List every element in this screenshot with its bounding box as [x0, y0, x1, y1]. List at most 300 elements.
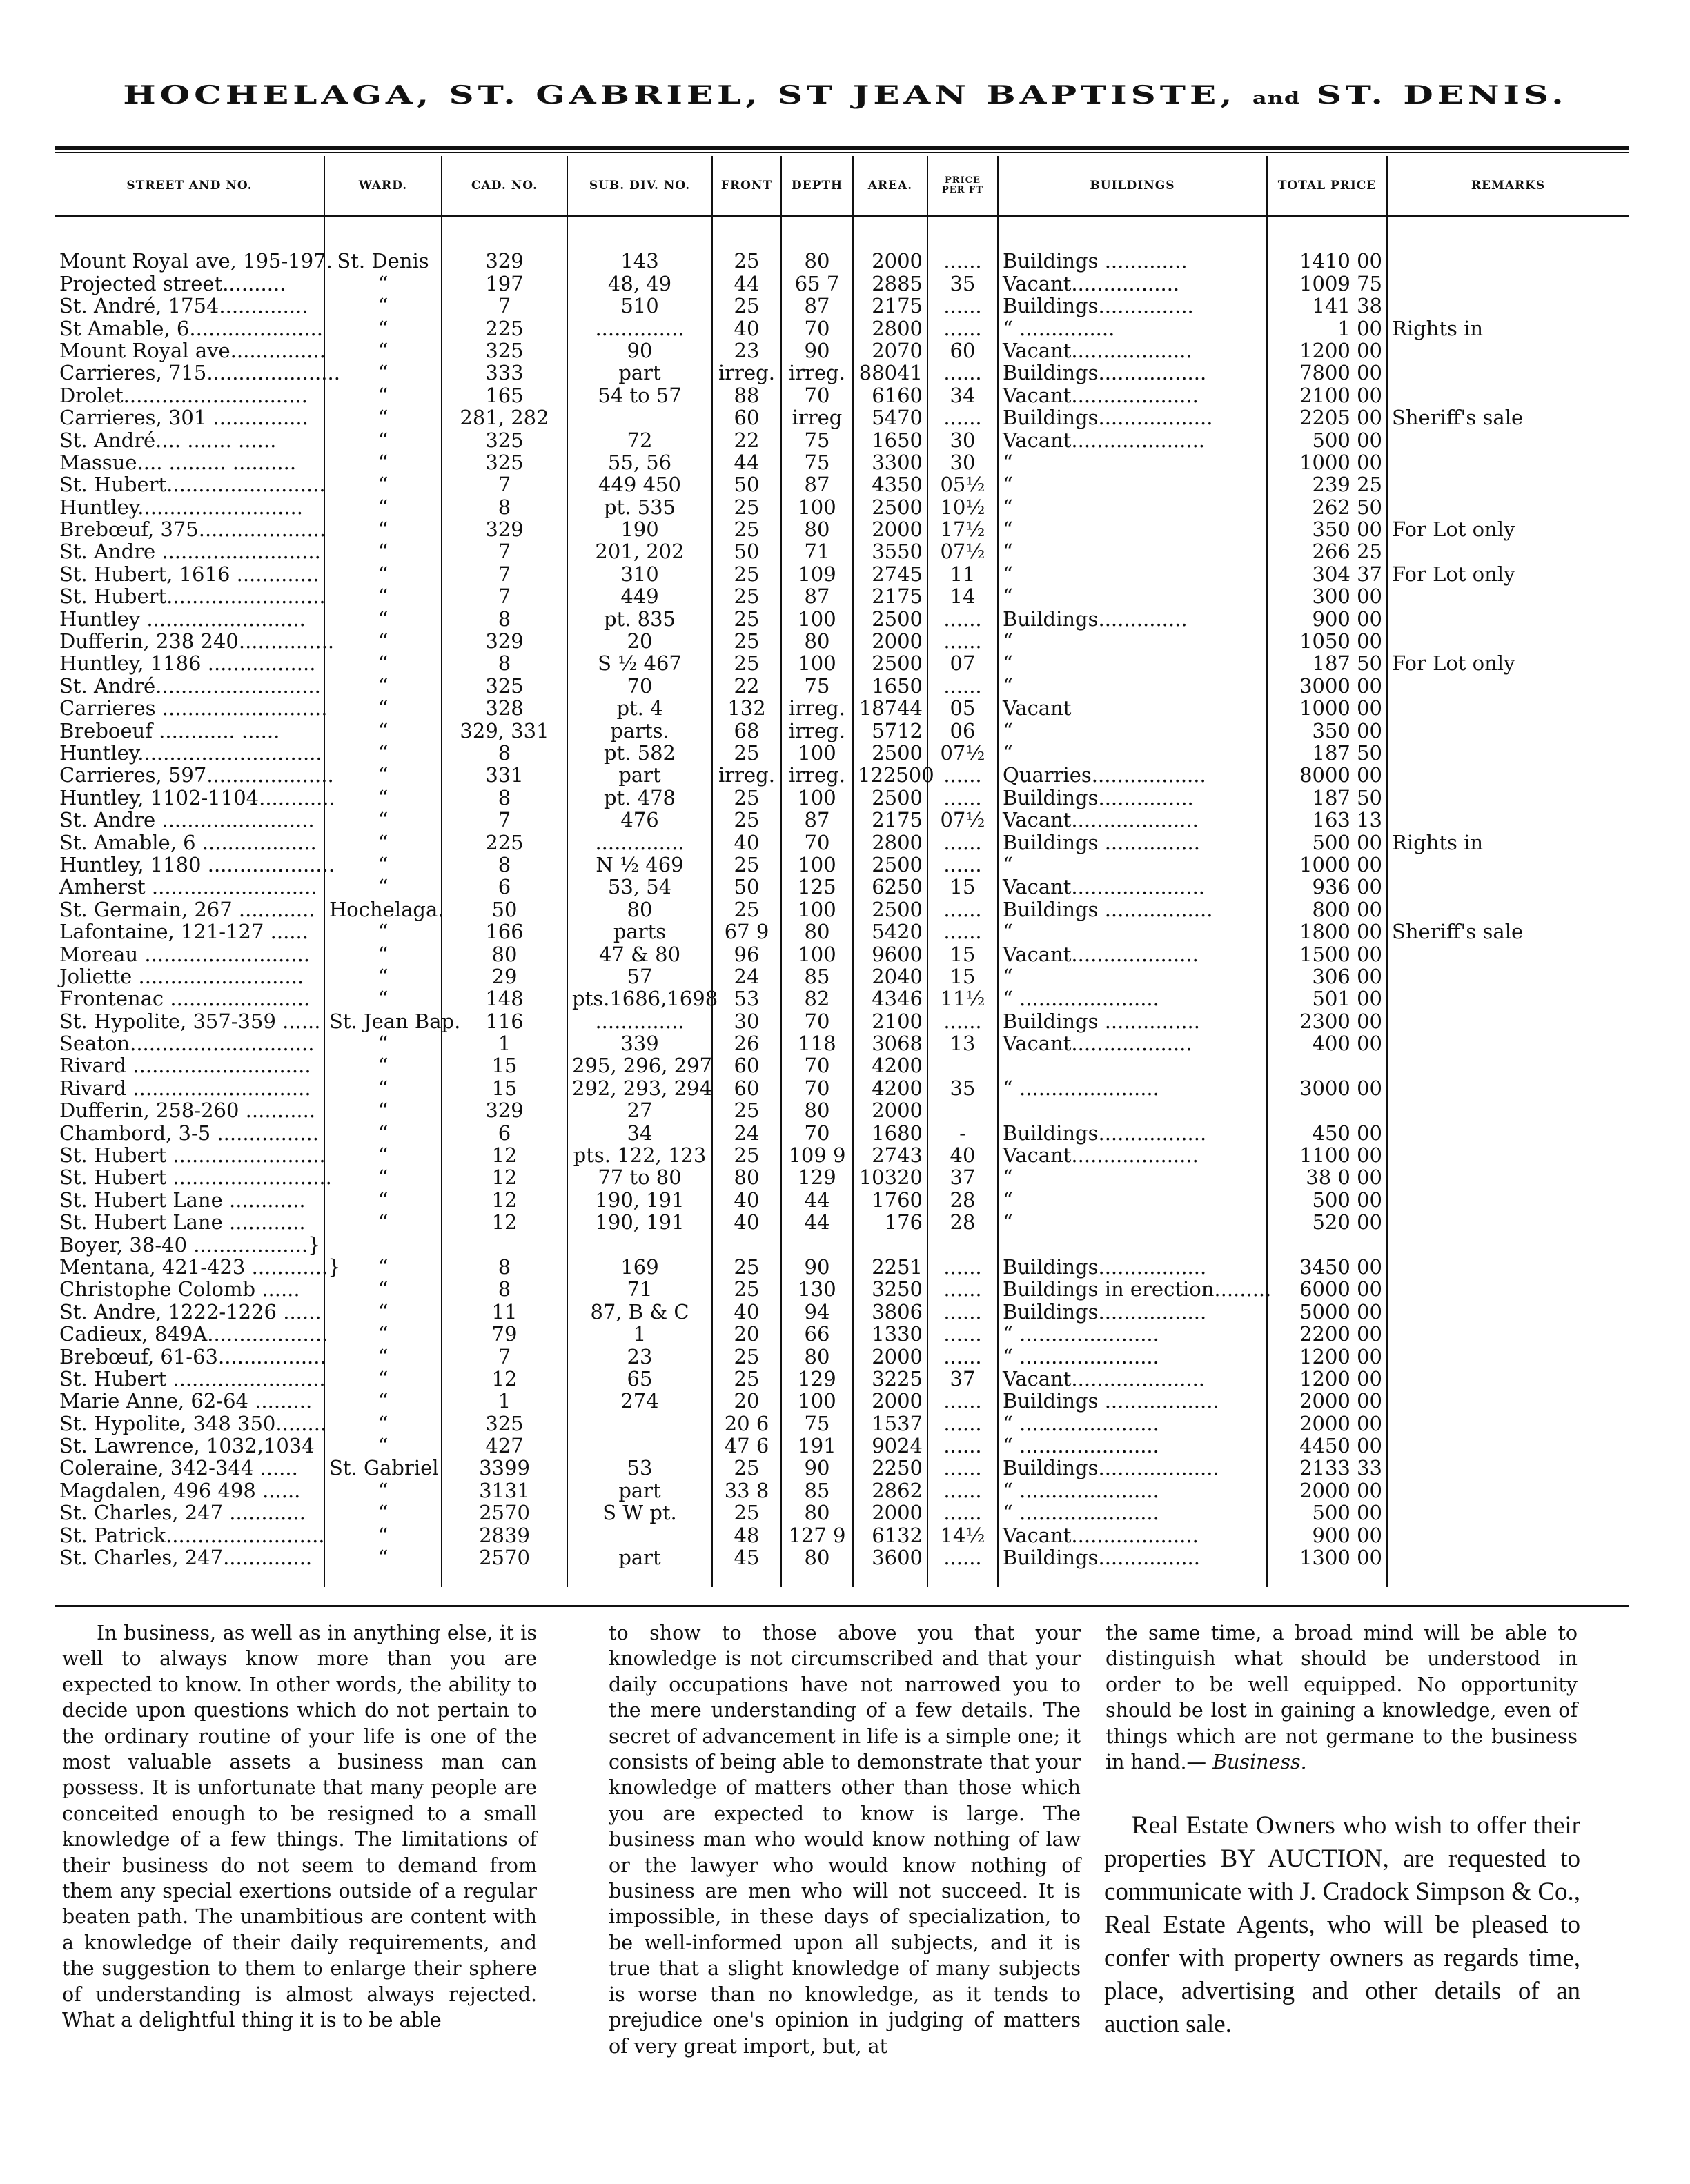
cell-price: ......	[927, 1411, 998, 1433]
cell-street: St. Andre ........................	[55, 808, 324, 830]
cell-depth: 109	[781, 562, 853, 584]
header-ward: WARD.	[324, 156, 442, 217]
cell-street: Brebœuf, 61-63.................	[55, 1344, 324, 1366]
cell-depth: 80	[781, 629, 853, 651]
cell-cad: 1	[442, 1389, 567, 1411]
table-row	[55, 1032, 1629, 1054]
cell-buildings: “ ......................	[998, 1501, 1267, 1523]
cell-cad: 325	[442, 428, 567, 450]
cell-price: ......	[927, 853, 998, 875]
cell-cad: 15	[442, 1076, 567, 1098]
cell-depth: 80	[781, 1546, 853, 1587]
cell-ward: “	[324, 718, 442, 740]
cell-ward: “	[324, 1143, 442, 1165]
cell-cad: 12	[442, 1165, 567, 1188]
cell-subdiv: 510	[567, 294, 712, 316]
cell-buildings: “	[998, 673, 1267, 696]
cell-buildings: “	[998, 1165, 1267, 1188]
header-cad: CAD. NO.	[442, 156, 567, 217]
cell-price: 35	[927, 1076, 998, 1098]
cell-cad: 329, 331	[442, 718, 567, 740]
cell-cad: 7	[442, 584, 567, 607]
cell-price: 60	[927, 339, 998, 361]
cell-price: 28	[927, 1188, 998, 1210]
cell-total: 500 00	[1267, 830, 1387, 852]
cell-depth: 100	[781, 942, 853, 964]
cell-total	[1267, 1054, 1387, 1076]
cell-remarks	[1387, 785, 1629, 807]
cell-street: Huntley.............................	[55, 741, 324, 763]
cell-area: 1650	[853, 428, 927, 450]
cell-subdiv: parts.	[567, 718, 712, 740]
cell-cad: 225	[442, 830, 567, 852]
cell-subdiv	[567, 1411, 712, 1433]
cell-total: 163 13	[1267, 808, 1387, 830]
cell-cad: 329	[442, 249, 567, 271]
cell-price: ......	[927, 249, 998, 271]
cell-remarks	[1387, 1478, 1629, 1500]
cell-subdiv: part	[567, 763, 712, 785]
cell-buildings: “	[998, 518, 1267, 540]
cell-front: 20	[712, 1322, 781, 1344]
cell-street: St. Hubert.........................	[55, 584, 324, 607]
cell-buildings: Buildings..................	[998, 406, 1267, 428]
cell-buildings: Vacant....................	[998, 942, 1267, 964]
table-row	[55, 763, 1629, 785]
cell-total: 304 37	[1267, 562, 1387, 584]
cell-front: 48	[712, 1523, 781, 1545]
article-text-3-body: the same time, a broad mind will be able to distinguish what should be understood in order to be well equipped. No opportunity should be lost in gaining a knowledge, even of things which are not germane to the business in hand.—	[1106, 1622, 1578, 1774]
cell-remarks	[1387, 629, 1629, 651]
cell-front: 96	[712, 942, 781, 964]
cell-total: 3450 00	[1267, 1255, 1387, 1277]
cell-area: 2885	[853, 271, 927, 293]
cell-area: 2500	[853, 853, 927, 875]
cell-total: 2000 00	[1267, 1411, 1387, 1433]
cell-remarks	[1387, 383, 1629, 405]
cell-price: 07½	[927, 741, 998, 763]
cell-cad: 148	[442, 987, 567, 1009]
cell-front: 47 6	[712, 1434, 781, 1456]
cell-cad: 197	[442, 271, 567, 293]
cell-street: Marie Anne, 62-64 .........	[55, 1389, 324, 1411]
cell-front: 40	[712, 1210, 781, 1232]
table-row	[55, 1232, 1629, 1255]
cell-subdiv: pt. 478	[567, 785, 712, 807]
table-row	[55, 1255, 1629, 1277]
cell-depth: 75	[781, 428, 853, 450]
cell-remarks	[1387, 1434, 1629, 1456]
cell-remarks	[1387, 428, 1629, 450]
cell-remarks	[1387, 540, 1629, 562]
cell-area: 2040	[853, 965, 927, 987]
cell-ward: “	[324, 1255, 442, 1277]
article-column-2	[609, 1620, 1081, 2059]
cell-depth: 100	[781, 495, 853, 517]
cell-street: Christophe Colomb ......	[55, 1277, 324, 1299]
cell-price: 15	[927, 875, 998, 897]
cell-total: 5000 00	[1267, 1299, 1387, 1321]
cell-street: St. André.... ....... ......	[55, 428, 324, 450]
cell-total: 4450 00	[1267, 1434, 1387, 1456]
cell-cad: 80	[442, 942, 567, 964]
cell-cad: 329	[442, 1099, 567, 1121]
cell-depth: 100	[781, 651, 853, 673]
table-row	[55, 1434, 1629, 1456]
cell-ward: “	[324, 473, 442, 495]
cell-price	[927, 1099, 998, 1121]
cell-area: 2800	[853, 830, 927, 852]
cell-cad: 8	[442, 607, 567, 629]
cell-cad: 7	[442, 294, 567, 316]
cell-street: St. Charles, 247 ............	[55, 1501, 324, 1523]
cell-ward: “	[324, 428, 442, 450]
cell-buildings: Quarries..................	[998, 763, 1267, 785]
cell-depth: 87	[781, 294, 853, 316]
cell-ward: “	[324, 1478, 442, 1500]
header-price-bottom: PER FT	[942, 185, 983, 195]
header-price	[927, 156, 998, 217]
cell-price: 07½	[927, 540, 998, 562]
cell-street: St. Lawrence, 1032,1034	[55, 1434, 324, 1456]
cell-depth: irreg.	[781, 361, 853, 383]
cell-street: Huntley, 1186 .................	[55, 651, 324, 673]
cell-total: 187 50	[1267, 651, 1387, 673]
header-remarks: REMARKS	[1387, 156, 1629, 217]
cell-depth: 100	[781, 1389, 853, 1411]
cell-total	[1267, 1099, 1387, 1121]
cell-area: 3806	[853, 1299, 927, 1321]
cell-area: 1537	[853, 1411, 927, 1433]
cell-ward: “	[324, 785, 442, 807]
cell-remarks: For Lot only	[1392, 651, 1515, 676]
cell-subdiv: 34	[567, 1121, 712, 1143]
table-row	[55, 518, 1629, 540]
cell-subdiv: pts.1686,1698	[567, 987, 712, 1009]
cell-depth: 127 9	[781, 1523, 853, 1545]
cell-buildings: Buildings ..................	[998, 1389, 1267, 1411]
cell-area	[853, 1232, 927, 1255]
cell-front: 25	[712, 897, 781, 919]
cell-ward: “	[324, 1165, 442, 1188]
cell-ward: “	[324, 495, 442, 517]
cell-depth: 80	[781, 1501, 853, 1523]
cell-buildings: Buildings...............	[998, 785, 1267, 807]
table-row	[55, 1099, 1629, 1121]
cell-price: ......	[927, 361, 998, 383]
cell-street: Boyer, 38-40 ..................}	[55, 1232, 324, 1255]
table-row	[55, 1501, 1629, 1523]
cell-buildings: Buildings...................	[998, 1456, 1267, 1478]
cell-remarks	[1387, 1456, 1629, 1478]
cell-ward: “	[324, 920, 442, 942]
table-row	[55, 1009, 1629, 1031]
cell-buildings: Buildings...............	[998, 294, 1267, 316]
cell-buildings: “	[998, 451, 1267, 473]
cell-subdiv: 87, B & C	[567, 1299, 712, 1321]
cell-total: 1800 00	[1267, 920, 1387, 942]
cell-price: ......	[927, 316, 998, 338]
cell-front: 23	[712, 339, 781, 361]
cell-front: 132	[712, 696, 781, 718]
cell-subdiv: ..............	[567, 316, 712, 338]
cell-buildings: “	[998, 629, 1267, 651]
cell-street: Moreau ..........................	[55, 942, 324, 964]
cell-price: ......	[927, 897, 998, 919]
cell-buildings	[998, 1232, 1267, 1255]
cell-ward: “	[324, 607, 442, 629]
cell-total: 1200 00	[1267, 1367, 1387, 1389]
cell-cad: 3399	[442, 1456, 567, 1478]
cell-total: 3000 00	[1267, 673, 1387, 696]
table-row	[55, 428, 1629, 450]
cell-total: 500 00	[1267, 1501, 1387, 1523]
cell-price: -	[927, 1121, 998, 1143]
cell-remarks	[1387, 451, 1629, 473]
cell-front: 40	[712, 1188, 781, 1210]
cell-total: 900 00	[1267, 607, 1387, 629]
cell-front: 50	[712, 473, 781, 495]
cell-buildings: Buildings ...............	[998, 1009, 1267, 1031]
cell-street: Lafontaine, 121-127 ......	[55, 920, 324, 942]
cell-street: Huntley .........................	[55, 607, 324, 629]
cell-depth: 80	[781, 518, 853, 540]
cell-cad: 427	[442, 1434, 567, 1456]
cell-price: ......	[927, 1501, 998, 1523]
article-text-3	[1106, 1620, 1578, 1775]
cell-area: 4350	[853, 473, 927, 495]
cell-front: irreg.	[712, 763, 781, 785]
cell-area: 2500	[853, 785, 927, 807]
cell-street: St. Amable, 6 ..................	[55, 830, 324, 852]
cell-depth: 87	[781, 808, 853, 830]
cell-buildings: “ ...............	[998, 316, 1267, 338]
cell-area: 2743	[853, 1143, 927, 1165]
cell-price: 11	[927, 562, 998, 584]
article-source: Business.	[1212, 1751, 1307, 1774]
cell-depth: 75	[781, 673, 853, 696]
cell-price: 28	[927, 1210, 998, 1232]
cell-buildings: “	[998, 584, 1267, 607]
cell-buildings: Buildings ...............	[998, 830, 1267, 852]
header-price-top: PRICE	[945, 175, 981, 186]
table-row	[55, 1322, 1629, 1344]
cell-price: 15	[927, 965, 998, 987]
table-row	[55, 473, 1629, 495]
cell-buildings: “ ......................	[998, 1411, 1267, 1433]
table-row	[55, 584, 1629, 607]
table-row	[55, 249, 1629, 271]
cell-street: Rivard ............................	[55, 1054, 324, 1076]
table-row	[55, 271, 1629, 293]
cell-remarks	[1387, 696, 1629, 718]
cell-area: 2100	[853, 1009, 927, 1031]
cell-buildings: “	[998, 651, 1267, 673]
cell-front: 25	[712, 1501, 781, 1523]
title-and: and	[1252, 88, 1301, 108]
cell-depth: 80	[781, 1344, 853, 1366]
cell-total: 6000 00	[1267, 1277, 1387, 1299]
cell-cad: 12	[442, 1143, 567, 1165]
cell-ward: “	[324, 1322, 442, 1344]
cell-remarks: Rights in	[1392, 830, 1484, 854]
cell-area: 2070	[853, 339, 927, 361]
cell-ward: “	[324, 1210, 442, 1232]
cell-remarks	[1387, 1210, 1629, 1232]
table-row	[55, 1165, 1629, 1188]
cell-price: ......	[927, 763, 998, 785]
cell-buildings: Buildings.................	[998, 1121, 1267, 1143]
cell-total: 300 00	[1267, 584, 1387, 607]
cell-ward: “	[324, 1546, 442, 1587]
cell-cad: 165	[442, 383, 567, 405]
cell-price: 07½	[927, 808, 998, 830]
cell-cad: 331	[442, 763, 567, 785]
cell-subdiv: 190, 191	[567, 1188, 712, 1210]
cell-area: 2500	[853, 897, 927, 919]
cell-front: 22	[712, 428, 781, 450]
article-text-1: In business, as well as in anything else, it is well to always know more than you are expected to know. In other words, the ability to decide upon questions which do not pertain to the ordinary routine of your life is one of the most valuable assets a business man can possess. It is unfortunate that many people are conceited enough to be resigned to a small knowledge of a few things. The limitations of their business do not seem to demand from them any special exertions outside of a regular beaten path. The unambitious are content with a knowledge of their daily requirements, and the suggestion to them to enlarge their sphere of understanding is almost always rejected. What a delightful thing it is to be able	[62, 1622, 537, 2032]
cell-subdiv: 20	[567, 629, 712, 651]
cell-area: 4200	[853, 1054, 927, 1076]
cell-total: 266 25	[1267, 540, 1387, 562]
cell-street: St. André, 1754..............	[55, 294, 324, 316]
cell-buildings: “	[998, 562, 1267, 584]
cell-ward: “	[324, 965, 442, 987]
cell-remarks	[1387, 942, 1629, 964]
cell-price: 11½	[927, 987, 998, 1009]
cell-cad: 79	[442, 1322, 567, 1344]
cell-remarks	[1387, 1121, 1629, 1143]
cell-buildings: “	[998, 1210, 1267, 1232]
cell-street: Carrieres ..........................	[55, 696, 324, 718]
cell-area: 4346	[853, 987, 927, 1009]
cell-total: 239 25	[1267, 473, 1387, 495]
cell-subdiv: 449	[567, 584, 712, 607]
cell-area: 2745	[853, 562, 927, 584]
cell-ward: “	[324, 518, 442, 540]
cell-total: 1500 00	[1267, 942, 1387, 964]
cell-remarks	[1387, 987, 1629, 1009]
cell-price: ......	[927, 1389, 998, 1411]
table-row	[55, 1478, 1629, 1500]
cell-street: St. Germain, 267 ............	[55, 897, 324, 919]
cell-buildings: “	[998, 741, 1267, 763]
cell-depth: 90	[781, 1255, 853, 1277]
cell-area: 2862	[853, 1478, 927, 1500]
cell-total: 1050 00	[1267, 629, 1387, 651]
table-row	[55, 1344, 1629, 1366]
table-row	[55, 987, 1629, 1009]
cell-subdiv: part	[567, 1478, 712, 1500]
cell-subdiv: 292, 293, 294	[567, 1076, 712, 1098]
cell-ward: “	[324, 1032, 442, 1054]
cell-street: St. Andre .........................	[55, 540, 324, 562]
cell-front: 25	[712, 1277, 781, 1299]
cell-depth: 94	[781, 1299, 853, 1321]
cell-area: 3225	[853, 1367, 927, 1389]
cell-front: 25	[712, 607, 781, 629]
cell-area: 1680	[853, 1121, 927, 1143]
cell-front: 25	[712, 562, 781, 584]
cell-remarks	[1387, 965, 1629, 987]
cell-area: 2250	[853, 1456, 927, 1478]
cell-subdiv: 310	[567, 562, 712, 584]
cell-area: 176	[853, 1210, 927, 1232]
cell-subdiv: 80	[567, 897, 712, 919]
cell-front: 25	[712, 741, 781, 763]
cell-cad: 2570	[442, 1501, 567, 1523]
cell-cad: 29	[442, 965, 567, 987]
header-total: TOTAL PRICE	[1267, 156, 1387, 217]
cell-area: 1760	[853, 1188, 927, 1210]
cell-price: 14½	[927, 1523, 998, 1545]
cell-street: Carrieres, 301 ...............	[55, 406, 324, 428]
cell-front: 25	[712, 1099, 781, 1121]
cell-buildings: Vacant	[998, 696, 1267, 718]
cell-price	[927, 1232, 998, 1255]
cell-subdiv: pts. 122, 123	[567, 1143, 712, 1165]
cell-depth: 44	[781, 1188, 853, 1210]
cell-remarks	[1387, 853, 1629, 875]
cell-subdiv: 55, 56	[567, 451, 712, 473]
table-row	[55, 451, 1629, 473]
table-row	[55, 1367, 1629, 1389]
table-row	[55, 316, 1629, 338]
table-row	[55, 1143, 1629, 1165]
cell-front: 67 9	[712, 920, 781, 942]
cell-total: 141 38	[1267, 294, 1387, 316]
cell-depth: 100	[781, 607, 853, 629]
cell-front: 25	[712, 853, 781, 875]
table-row	[55, 1188, 1629, 1210]
table-row	[55, 1389, 1629, 1411]
cell-street: St. Hubert Lane ............	[55, 1210, 324, 1232]
cell-ward: St. Gabriel	[324, 1456, 442, 1478]
cell-cad: 329	[442, 518, 567, 540]
cell-front: 25	[712, 249, 781, 271]
cell-remarks	[1387, 1143, 1629, 1165]
cell-area: 2175	[853, 584, 927, 607]
cell-cad: 8	[442, 1255, 567, 1277]
cell-price: ......	[927, 607, 998, 629]
cell-street: Frontenac ......................	[55, 987, 324, 1009]
cell-street: St. Hubert, 1616 .............	[55, 562, 324, 584]
cell-ward: “	[324, 830, 442, 852]
cell-total: 2000 00	[1267, 1389, 1387, 1411]
cell-total: 520 00	[1267, 1210, 1387, 1232]
cell-price: 07	[927, 651, 998, 673]
cell-depth: 44	[781, 1210, 853, 1232]
cell-price: 17½	[927, 518, 998, 540]
cell-total: 1200 00	[1267, 339, 1387, 361]
cell-price: ......	[927, 406, 998, 428]
table-row	[55, 920, 1629, 942]
cell-price: ......	[927, 1277, 998, 1299]
table-spacer	[55, 217, 1629, 250]
cell-buildings: “ ......................	[998, 1478, 1267, 1500]
cell-remarks	[1387, 897, 1629, 919]
cell-depth: 109 9	[781, 1143, 853, 1165]
cell-remarks	[1387, 473, 1629, 495]
cell-buildings: “ ......................	[998, 1434, 1267, 1456]
cell-subdiv: pt. 582	[567, 741, 712, 763]
cell-total: 187 50	[1267, 741, 1387, 763]
cell-area: 3550	[853, 540, 927, 562]
cell-price: ......	[927, 920, 998, 942]
cell-front: 24	[712, 965, 781, 987]
cell-street: Dufferin, 238 240...............	[55, 629, 324, 651]
